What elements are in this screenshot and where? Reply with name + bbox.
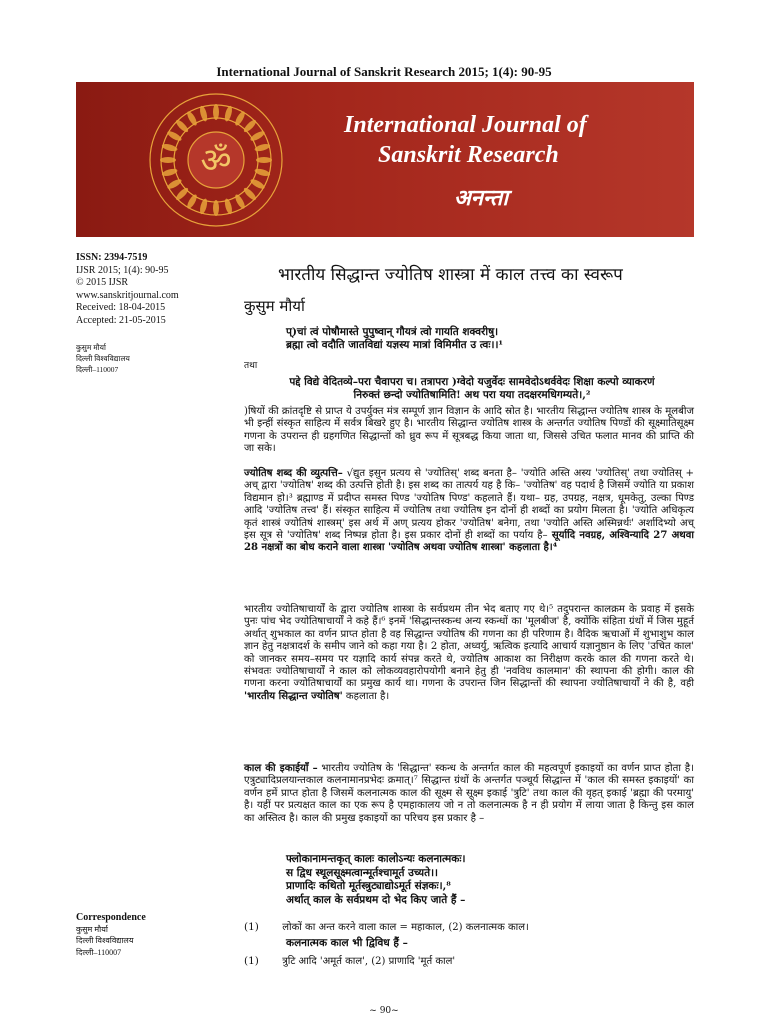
verse-1: प्)चां त्वं पोषौमास्ते पुपुष्वान् गौयत्रं त्वो गायति शक्वरीषु। ब्रह्मा त्वो वदौति जातविद्यां यज्ञस्य मात्रां विमिमीत उ त्वः।।¹: [286, 326, 504, 351]
mandala-petal: [213, 104, 219, 120]
article-title: भारतीय सिद्धान्त ज्योतिष शास्त्रा में काल तत्त्व का स्वरूप: [278, 265, 623, 285]
article-author: कुसुम मौर्या: [244, 297, 305, 315]
mandala-petal: [242, 186, 258, 202]
mandala-petal: [233, 193, 246, 210]
paragraph-4: काल की इकाईयाँ – भारतीय ज्योतिष के 'सिद्धान्त' स्कन्ध के अन्तर्गत काल की महत्वपूर्ण इकाइयों का वर्णन प्राप्त होता है। एत्रुट्यादिप्रलयान्तकाल कलनामानप्रभेदः क्रमात्।⁷ सिद्धान्त ग्रंथों के अन्तर्गत पञ्चूर्य सिद्धान्त में 'काल की समस्त इकाइयों' का वर्णन हमें प्राप्त होता है जिसमें कलनात्मक काल की सूक्ष्म से सूक्ष्म इकाई 'त्रुटि' तथा काल की वृहत् इकाई 'ब्रह्मा की परमायु' है। यहीं पर प्रत्यक्षत काल का एक रूप है एमहाकालय जो न तो कलनात्मक है न ही प्रयोग में लाया जाता है किन्तु इस काल का अस्तित्व है। काल की प्रमुख इकाइयों का परिचय इस प्रकार है –: [244, 763, 694, 824]
tatha-label: तथा: [244, 361, 258, 371]
mandala-petal: [185, 110, 198, 127]
page-number: ~ 90~: [369, 1006, 399, 1016]
mandala-petal: [256, 157, 272, 163]
correspondence: Correspondence कुसुम मौर्या दिल्ली विश्वविद्यालय दिल्ली–110007: [76, 912, 146, 957]
banner-subtitle: अनन्ता: [454, 185, 509, 211]
om-mandala-icon: [146, 90, 286, 230]
mandala-petal: [213, 200, 219, 216]
mandala-petal: [174, 118, 190, 134]
list-item: (1) लोकों का अन्त करने वाला काल = महाकाल, (2) कलनात्मक काल।: [244, 921, 529, 933]
mandala-petal: [166, 129, 183, 142]
svg-text:ॐ: ॐ: [200, 141, 232, 181]
mandala-petal: [166, 177, 183, 190]
article-meta: ISSN: 2394-7519 IJSR 2015; 1(4): 90-95 © 2015 IJSR www.sanskritjournal.com Received: 18-04-2015 Accepted: 21-05-2015 कुसुम मौर्या दिल्ली विश्वविद्यालय दिल्ली–110007: [76, 252, 179, 374]
verse-3: फ्लोकानामन्तकृत् कालः कालोऽन्यः कलनात्मकः। स द्विध स्थूलसूक्ष्मत्वान्मूर्तश्चामूर्त उच्यते।। प्राणादिः कथितो मूर्तस्त्रुट्याद्योऽमूर्त संज्ञकः।,⁸ अर्थात् काल के सर्वप्रथम दो भेद किए जाते हैं –: [286, 853, 466, 906]
mandala-petal: [249, 177, 266, 190]
mandala-petal: [174, 186, 190, 202]
paragraph-3: भारतीय ज्योतिषाचार्यों के द्वारा ज्योतिष शास्त्रा के सर्वप्रथम तीन भेद बताए गए थे।⁵ तदुपरान्त कालक्रम के प्रवाह में इसके पुनः पांच भेद ज्योतिषाचार्यों ने कहे हैं।⁶ इनमें 'सिद्धान्तस्कन्ध अन्य स्कन्धों का 'मूलबीज' है, क्योंकि संहिता ग्रंथों में जिस मुहूर्त अर्थात् शुभकाल का वर्णन प्राप्त होता है वह सिद्धान्त ज्योतिष की गणना का ही परिणाम है। वैदिक ऋचाओं में शुभाशुभ काल ज्ञान हेतु नक्षत्रादर्श के समीप जाने को कहा गया है। 2 होता, अध्वर्यु, ऋत्विक इत्यादि आचार्य यज्ञानुष्ठान के लिए 'उचित काल' को जानकर समय–समय पर यज्ञादि कार्य संपन्न करते थे, ज्योतिष आकाश का निरीक्षण करके काल की गणना करते थे। संभवतः ज्योतिषाचार्यों ने काल को लोकव्यवहारोपयोगी बनाने हेतु ही 'नवविध कालमान' की स्थापना की होगी। काल की गणना करना ज्योतिषाचार्यों का प्रमुख कार्य था। गणना के उपरान्त जिन सिद्धान्तों की स्थापना ज्योतिषाचार्यों ने की है, वही 'भारतीय सिद्धान्त ज्योतिष' कहलाता है।: [244, 604, 694, 702]
mandala-petal: [249, 129, 266, 142]
mandala-petal: [242, 118, 258, 134]
journal-header: International Journal of Sanskrit Research 2015; 1(4): 90-95: [216, 64, 552, 79]
paragraph-1: )षियों की क्रांतदृष्टि से प्राप्त ये उपर्युक्त मंत्र सम्पूर्ण ज्ञान विज्ञान के आदि स्रोत है। भारतीय सिद्धान्त ज्योतिष शास्त्र के मूलबीज भी इन्हीं संस्कृत साहित्य में सर्वत्र बिखरे हुए है। भारतीय सिद्धान्त ज्योतिष शास्त्र के अन्तर्गत ज्योतिष पिण्डों की सूक्ष्मातिसूक्ष्म गणना के उपरान्त ही ग्रहगणित सिद्धान्तों को ध्रुव रूप में सूत्रबद्ध किया जाता था, जिससे उचित फलात मानव की प्राप्ति की जा सके।: [244, 406, 694, 455]
verse-2: पद्दे विद्ये वेदितव्ये–परा चैवापरा च। तत्रापरा )ग्वेदो यजुर्वेदः सामवेदोऽथर्ववेदः शिक्षा कल्पो व्याकरणं निरुक्तं छन्दो ज्योतिषामिति! अथ परा यया तदक्षरमधिगम्यते।,²: [289, 376, 655, 401]
paragraph-2: ज्योतिष शब्द की व्युत्पत्ति– √द्युत इसुन प्रत्यय से 'ज्योतिस्' शब्द बनता है– 'ज्योति अस्ति अस्य 'ज्योतिस्' तथा ज्योतिस् + अच् द्वारा 'ज्योतिष' शब्द की उत्पत्ति होती है। इस शब्द का तात्पर्य यह है कि– 'ज्योतिष' वह पदार्थ है जिसमें ज्योति या प्रकाश विद्यमान हो।³ ब्रह्माण्ड में प्रदीप्त समस्त पिण्ड 'ज्योतिष पिण्ड' कहलाते हैं। यथा– ग्रह, उपग्रह, नक्षत्र, धूमकेतु, उल्का पिण्ड आदि 'ज्योतिष तत्त्व' हैं। संस्कृत साहित्य में ज्योतिष तथा ज्योतिष इन दोनों ही शब्दों का प्रयोग मिलता है। 'ज्योति अधिकृत्य कृतं शास्त्रं ज्योतिषं शास्त्रम्' इस अर्थ में अण् प्रत्यय होकर 'ज्योतिष' बनेगा, तथा 'ज्योति अस्ति अस्मिन्नर्थः' अर्शादिभ्यो अच् इस सूत्र से 'ज्योतिष' शब्द निष्पन्न होता है। इस प्रकार दोनों ही शब्दों का पर्याय है– सूर्यादि नवग्रह, अश्विन्यादि 27 अथवा 28 नक्षत्रों का बोध कराने वाला शास्त्रा 'ज्योतिष अथवा ज्योतिष शास्त्रा' कहलाता है।⁴: [244, 468, 694, 554]
journal-banner: [76, 82, 694, 237]
mandala-petal: [185, 193, 198, 210]
banner-title: International Journal of Sanskrit Research: [344, 112, 587, 168]
verse-4: कलनात्मक काल भी द्विविध हैं –: [286, 937, 408, 949]
mandala-petal: [160, 157, 176, 163]
mandala-petal: [233, 110, 246, 127]
list-item: (1) त्रुटि आदि 'अमूर्त काल', (2) प्राणादि 'मूर्त काल': [244, 955, 456, 967]
